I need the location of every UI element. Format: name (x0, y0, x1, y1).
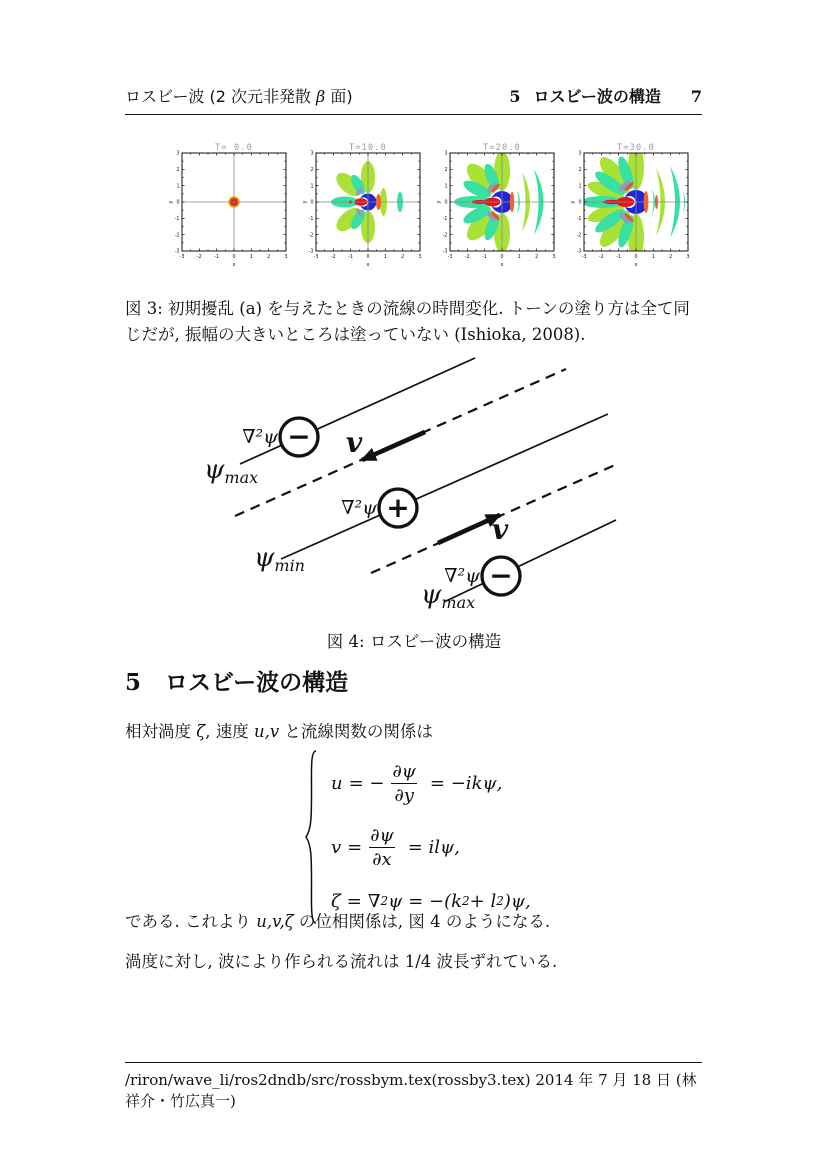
eq-v-rel: = (347, 836, 363, 858)
eq-u-den: ∂y (391, 783, 416, 807)
svg-text:0: 0 (578, 200, 582, 206)
eq-z-nabla: ∇ (367, 890, 381, 912)
x-axis-label: x (366, 262, 370, 268)
plot-title-t20: T=20.0 (483, 143, 521, 153)
contour-plot-t10 (298, 141, 432, 271)
section-heading (125, 664, 348, 697)
svg-text:-2: -2 (598, 255, 604, 260)
y-axis-label: y (436, 200, 442, 204)
paragraph-intro (125, 718, 703, 742)
header-left-text: ロスビー波 (2 次元非発散 (125, 87, 317, 106)
eq-v-lhs: v (331, 836, 342, 858)
psi-min-label: ψmin (254, 543, 305, 575)
velocity-arrow-left (362, 432, 425, 460)
header-beta: β (316, 87, 326, 106)
paragraph-last: 渦度に対し, 波により作られる流れは 1/4 波長ずれている. (125, 952, 558, 971)
svg-text:2: 2 (310, 168, 314, 174)
svg-text:-1: -1 (348, 255, 354, 260)
header-left-tail: 面) (325, 87, 353, 106)
psi-max-label-1: ψmax (204, 455, 259, 487)
eq-u-num: ∂ψ (392, 760, 416, 782)
eq-z-psi: ψ (388, 890, 403, 912)
eq-v-num: ∂ψ (370, 824, 394, 846)
eq-z-sup2: 2 (462, 894, 470, 908)
svg-text:-2: -2 (174, 233, 180, 239)
laplacian-label-2: ∇²ψ (341, 497, 377, 519)
contour-plot-t20 (432, 141, 566, 271)
intro-text: , 速度 (205, 722, 254, 741)
svg-text:-1: -1 (442, 217, 448, 223)
intro-text: と流線関数の関係は (279, 722, 433, 741)
y-axis-label: y (302, 200, 308, 204)
equation-system (303, 748, 531, 926)
header-right (509, 84, 702, 107)
psi-max-label-2: ψmax (421, 580, 476, 612)
velocity-label-left: v (345, 426, 363, 459)
svg-text:-2: -2 (330, 255, 336, 260)
x-axis-label: x (232, 262, 236, 268)
svg-text:1: 1 (517, 255, 521, 260)
eq-z-rhs1: = −(k (408, 890, 463, 912)
svg-text:-2: -2 (308, 233, 314, 239)
svg-text:0: 0 (444, 200, 448, 206)
svg-text:-2: -2 (464, 255, 470, 260)
svg-text:3: 3 (686, 255, 690, 260)
svg-text:2: 2 (535, 255, 539, 260)
svg-text:-2: -2 (576, 233, 582, 239)
y-axis-label: y (570, 200, 576, 204)
fraction-dpsi-dy (389, 760, 418, 807)
eq-u-lhs: u (331, 772, 343, 794)
svg-text:1: 1 (578, 184, 582, 190)
left-curly-brace (303, 748, 319, 926)
minus-sign-2: − (489, 559, 513, 592)
header-section-title: ロスビー波の構造 (533, 87, 661, 106)
svg-text:-3: -3 (576, 249, 582, 255)
svg-text:-3: -3 (447, 255, 453, 260)
laplacian-label-3: ∇²ψ (444, 565, 480, 587)
x-axis-label: x (500, 262, 504, 268)
svg-text:2: 2 (176, 168, 180, 174)
svg-text:-3: -3 (313, 255, 319, 260)
svg-text:2: 2 (578, 168, 582, 174)
axis-crosshair (316, 153, 420, 251)
svg-text:1: 1 (651, 255, 655, 260)
contour-plot-t30 (566, 141, 700, 271)
svg-text:0: 0 (176, 200, 180, 206)
equation-rows (331, 758, 531, 916)
svg-text:-1: -1 (174, 217, 180, 223)
x-axis-label: x (634, 262, 638, 268)
svg-text:-2: -2 (196, 255, 202, 260)
eq-z-sup1: 2 (380, 894, 389, 908)
svg-text:0: 0 (500, 255, 504, 260)
svg-text:2: 2 (669, 255, 673, 260)
svg-text:0: 0 (634, 255, 638, 260)
svg-text:1: 1 (383, 255, 387, 260)
uv-symbols: u,v (253, 722, 280, 741)
eq-v-rhs: = ilψ, (407, 836, 460, 858)
eq-z-lhs: ζ (331, 890, 341, 912)
figure4-caption: 図 4: ロスビー波の構造 (326, 632, 502, 651)
figure3-caption: 図 3: 初期擾乱 (a) を与えたときの流線の時間変化. トーンの塗り方は全て同じだが, 振幅の大きいところは塗っていない (Ishioka, 2008). (125, 299, 690, 345)
axis-crosshair (584, 153, 688, 251)
eq-z-sup3: 2 (496, 894, 504, 908)
svg-text:-1: -1 (576, 217, 582, 223)
section-title: ロスビー波の構造 (165, 670, 349, 696)
svg-text:-2: -2 (442, 233, 448, 239)
plot-title-t10: T=10.0 (349, 143, 387, 153)
svg-text:-1: -1 (616, 255, 622, 260)
equation-v (331, 822, 531, 872)
header-section-number: 5 (509, 87, 521, 106)
eq-u-rel: = − (348, 772, 385, 794)
svg-text:3: 3 (418, 255, 422, 260)
running-head (125, 84, 702, 115)
eq-u-rhs: = −ikψ, (429, 772, 503, 794)
solid-phase-line-2 (281, 414, 608, 559)
velocity-arrow-right (438, 515, 500, 543)
fraction-dpsi-dx (367, 824, 396, 871)
header-page-number: 7 (690, 87, 702, 106)
svg-text:-3: -3 (179, 255, 185, 260)
svg-text:3: 3 (284, 255, 288, 260)
plus-sign: + (386, 491, 410, 524)
svg-text:1: 1 (176, 184, 180, 190)
plot-title-t0: T= 0.0 (215, 143, 253, 153)
svg-text:-1: -1 (482, 255, 488, 260)
y-axis-label: y (168, 200, 174, 204)
svg-text:3: 3 (310, 151, 314, 157)
svg-text:3: 3 (552, 255, 556, 260)
section-number: 5 (125, 669, 142, 696)
intro-text: 相対渦度 (125, 722, 197, 741)
velocity-label-right: v (491, 513, 509, 546)
svg-text:2: 2 (401, 255, 405, 260)
laplacian-label-1: ∇²ψ (242, 426, 278, 448)
svg-text:0: 0 (310, 200, 314, 206)
svg-text:1: 1 (249, 255, 253, 260)
header-left (125, 84, 353, 107)
svg-text:2: 2 (267, 255, 271, 260)
eq-z-rhs2: )ψ, (503, 890, 531, 912)
footer (125, 1062, 702, 1111)
minus-sign-1: − (287, 420, 311, 453)
equation-u (331, 758, 531, 808)
eq-z-mid: + l (469, 890, 497, 912)
svg-text:-3: -3 (308, 249, 314, 255)
svg-text:0: 0 (366, 255, 370, 260)
axis-crosshair (182, 153, 286, 251)
svg-text:1: 1 (310, 184, 314, 190)
plot-title-t30: T=30.0 (617, 143, 655, 153)
contour-plot-t0 (164, 141, 298, 271)
after-text: である. これより (125, 912, 257, 931)
zeta-symbol: ζ (196, 722, 206, 741)
uvz-symbols: u,v,ζ (256, 912, 294, 931)
svg-text:-3: -3 (174, 249, 180, 255)
svg-text:0: 0 (232, 255, 236, 260)
axis-crosshair (450, 153, 554, 251)
svg-text:-3: -3 (442, 249, 448, 255)
svg-text:1: 1 (444, 184, 448, 190)
paragraph-after-eq (125, 908, 703, 932)
svg-text:3: 3 (578, 151, 582, 157)
footer-text: /riron/wave_li/ros2dndb/src/rossbym.tex(rossby3.tex) 2014 年 7 月 18 日 (林 祥介・竹広真一) (125, 1071, 697, 1110)
solid-phase-line-3 (444, 520, 616, 602)
svg-text:-1: -1 (308, 217, 314, 223)
after-text: の位相関係は, 図 4 のようになる. (293, 912, 551, 931)
svg-text:-1: -1 (214, 255, 220, 260)
svg-text:2: 2 (444, 168, 448, 174)
svg-text:3: 3 (444, 151, 448, 157)
svg-text:-3: -3 (581, 255, 587, 260)
eq-z-rel: = (346, 890, 362, 912)
eq-v-den: ∂x (369, 847, 394, 871)
figure3-plot-row (164, 141, 700, 271)
svg-text:3: 3 (176, 151, 180, 157)
rossby-structure-diagram (178, 356, 668, 624)
